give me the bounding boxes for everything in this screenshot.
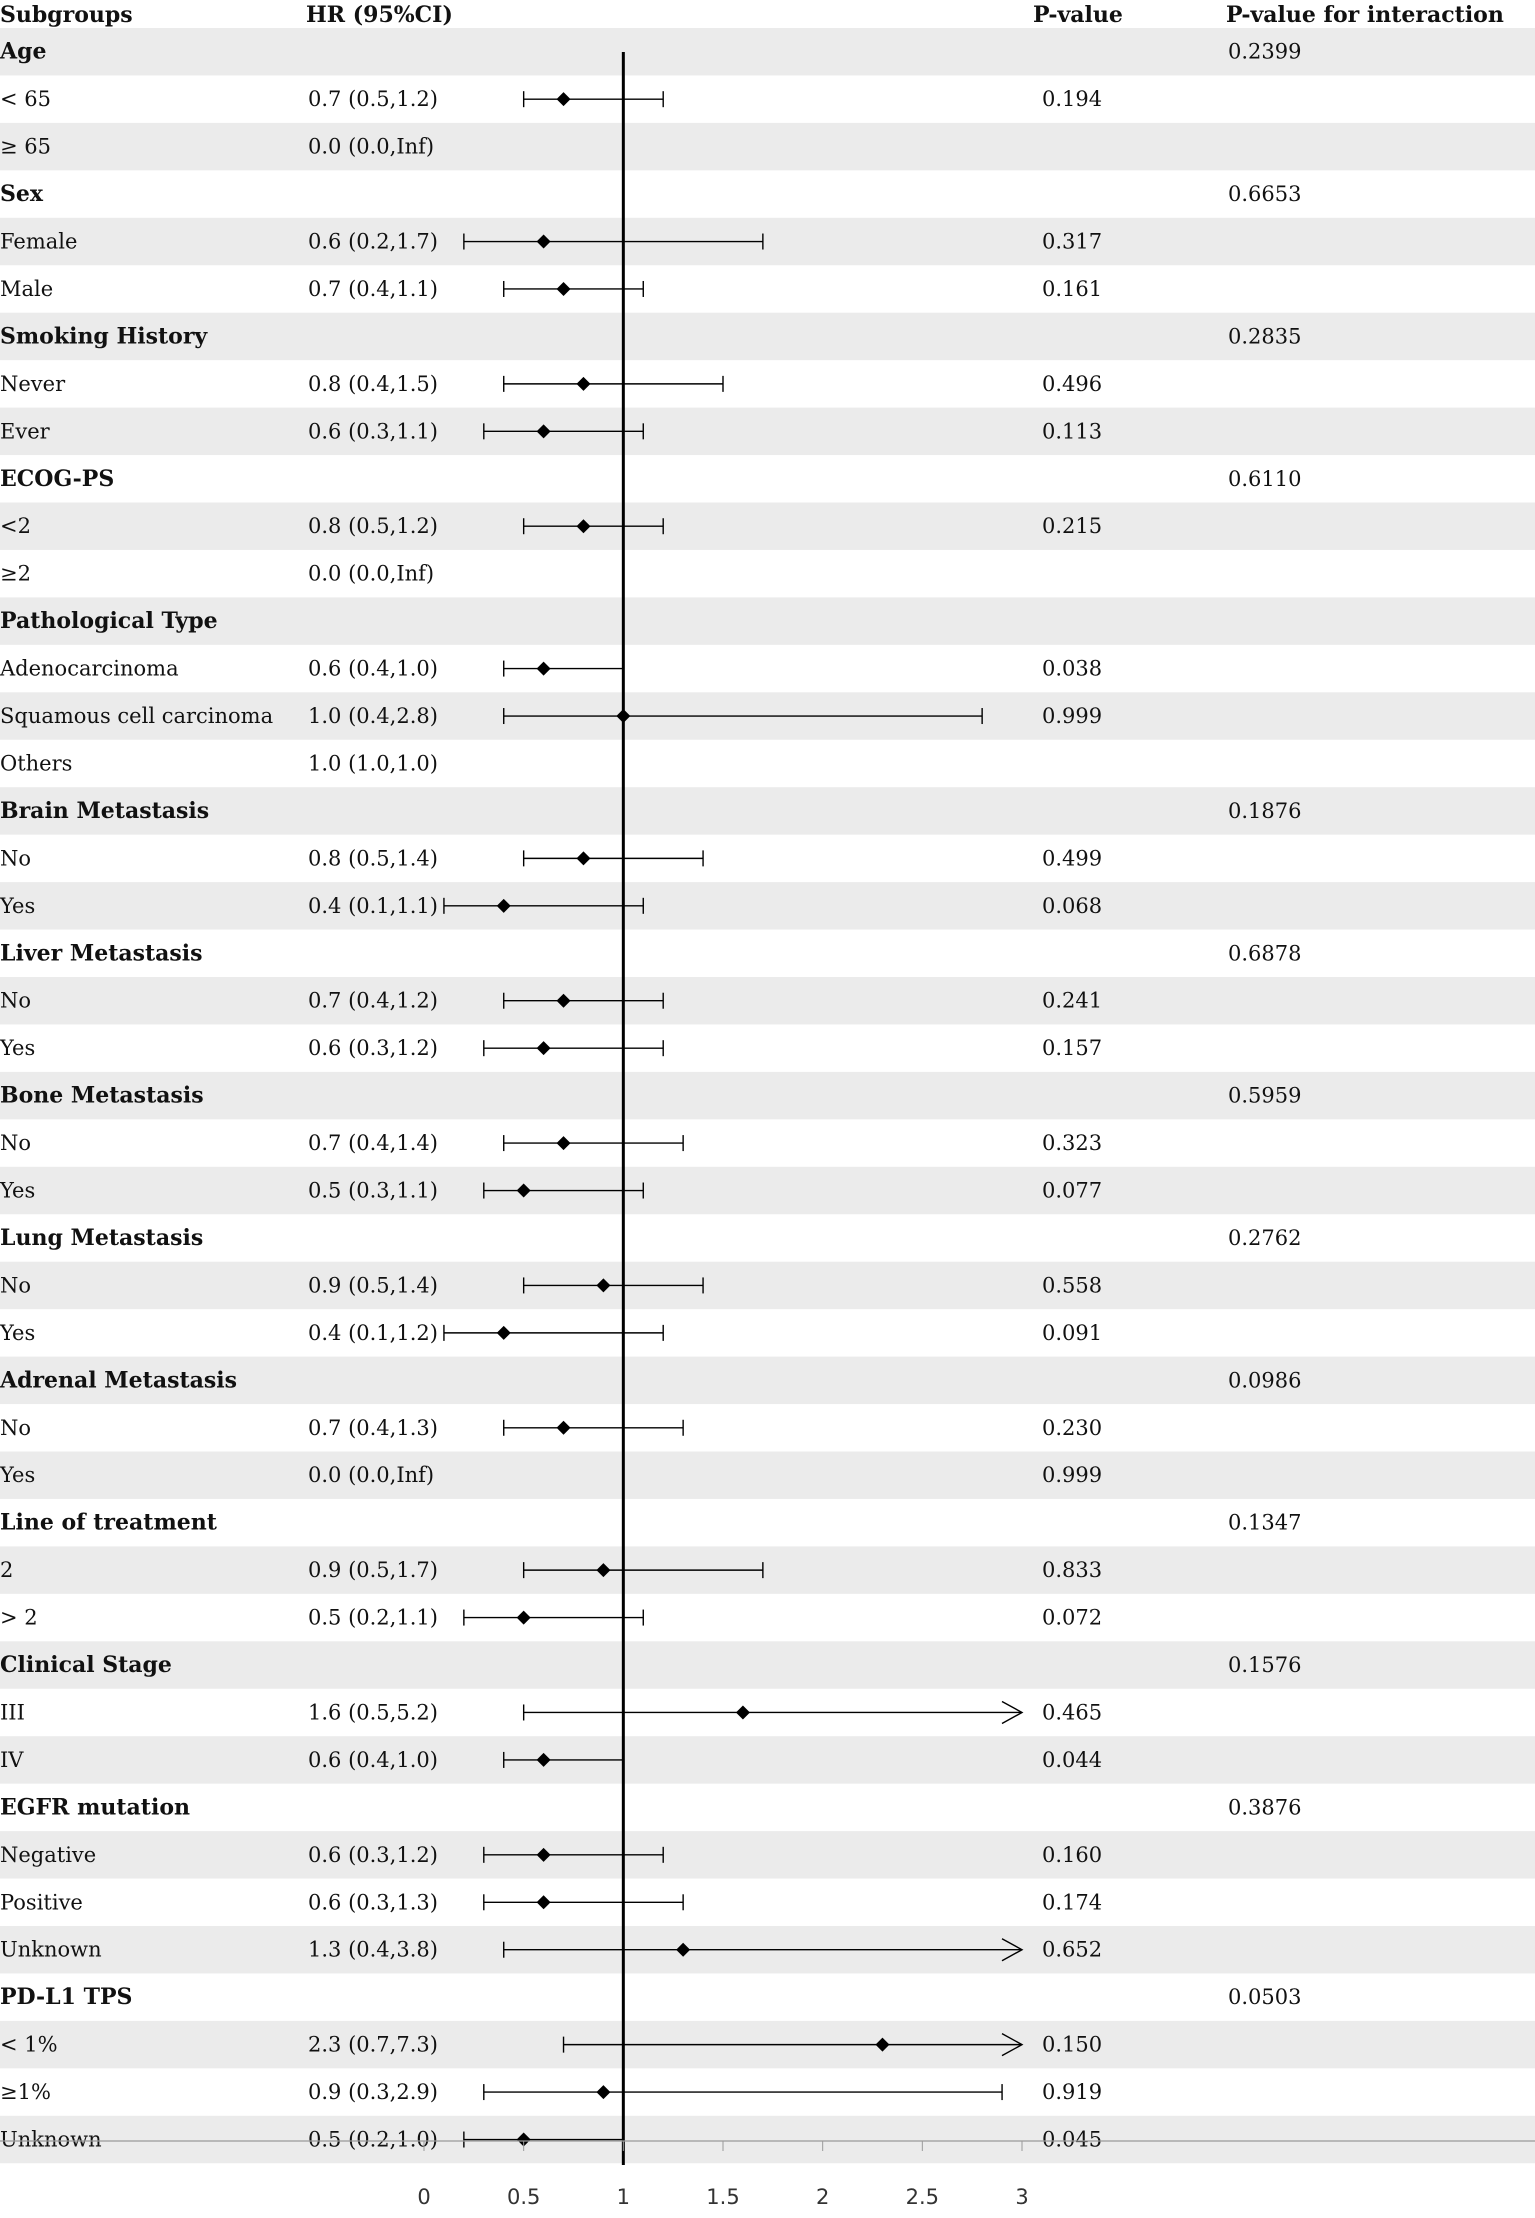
hr-ci-value: 1.6 (0.5,5.2) [308, 1700, 438, 1725]
table-row [0, 751, 438, 775]
x-tick-label: 2.5 [905, 2185, 940, 2209]
p-value: 0.241 [1042, 988, 1103, 1013]
group-label: Clinical Stage [0, 1652, 172, 1679]
group-label: Smoking History [0, 323, 208, 350]
p-value: 0.174 [1042, 1890, 1103, 1915]
row-band [0, 1072, 1535, 1119]
group-row [0, 1984, 1301, 2010]
group-row [0, 181, 1301, 207]
group-row [0, 940, 1301, 966]
subgroup-label: > 2 [0, 1605, 38, 1630]
subgroup-label: No [0, 1273, 32, 1298]
subgroup-label: Positive [0, 1890, 83, 1915]
subgroup-label: III [0, 1700, 25, 1725]
header-subgroups: Subgroups [0, 2, 133, 28]
group-row [0, 466, 1301, 492]
hr-point [557, 282, 571, 296]
group-label: Bone Metastasis [0, 1082, 204, 1109]
hr-point [557, 1136, 571, 1150]
hr-ci-value: 1.0 (0.4,2.8) [308, 704, 438, 729]
subgroup-label: No [0, 988, 32, 1013]
group-label: Liver Metastasis [0, 940, 203, 967]
p-interaction-value: 0.2762 [1228, 1225, 1302, 1250]
row-band [0, 787, 1535, 834]
subgroup-label: 2 [0, 1558, 14, 1583]
row-band [0, 1641, 1535, 1688]
subgroup-label: < 65 [0, 87, 51, 112]
hr-ci-value: 0.0 (0.0,Inf) [308, 134, 435, 159]
hr-point [576, 851, 590, 865]
hr-point [596, 2085, 610, 2099]
p-interaction-value: 0.3876 [1228, 1795, 1302, 1820]
p-value: 0.999 [1042, 704, 1103, 729]
p-value: 0.161 [1042, 276, 1103, 301]
p-value: 0.558 [1042, 1273, 1103, 1298]
hr-ci-value: 0.6 (0.3,1.2) [308, 1036, 438, 1061]
hr-ci-value: 0.0 (0.0,Inf) [308, 1463, 435, 1488]
subgroup-label: No [0, 1131, 32, 1156]
subgroup-label: Others [0, 751, 73, 776]
p-value: 0.323 [1042, 1131, 1103, 1156]
subgroup-label: ≥1% [0, 2080, 51, 2105]
group-label: Sex [0, 181, 44, 208]
hr-ci-value: 0.6 (0.3,1.3) [308, 1890, 438, 1915]
subgroup-label: Unknown [0, 2127, 102, 2152]
x-tick-label: 1.5 [706, 2185, 740, 2209]
subgroup-label: Ever [0, 419, 50, 444]
column-headers [0, 2, 1504, 28]
row-bands [0, 28, 1535, 2163]
hr-ci-value: 1.3 (0.4,3.8) [308, 1937, 438, 1962]
p-value: 0.194 [1042, 87, 1103, 112]
group-label: Adrenal Metastasis [0, 1367, 238, 1394]
hr-ci-value: 0.5 (0.3,1.1) [308, 1178, 438, 1203]
hr-point [517, 1611, 531, 1625]
subgroup-label: No [0, 846, 32, 871]
hr-ci-value: 0.6 (0.3,1.1) [308, 419, 438, 444]
p-interaction-value: 0.5959 [1228, 1083, 1302, 1108]
p-value: 0.150 [1042, 2032, 1103, 2057]
row-band [0, 28, 1535, 75]
subgroup-label: Yes [0, 1463, 36, 1488]
hr-ci-value: 0.0 (0.0,Inf) [308, 561, 435, 586]
p-value: 0.465 [1042, 1700, 1103, 1725]
row-band [0, 503, 1535, 550]
hr-ci-value: 0.4 (0.1,1.1) [308, 893, 438, 918]
p-interaction-value: 0.1576 [1228, 1653, 1302, 1678]
subgroup-label: Never [0, 371, 66, 396]
row-band [0, 1831, 1535, 1878]
p-value: 0.045 [1042, 2127, 1103, 2152]
p-interaction-value: 0.6878 [1228, 941, 1302, 966]
hr-ci-value: 0.7 (0.4,1.4) [308, 1131, 438, 1156]
x-tick-label: 2 [815, 2185, 830, 2209]
row-band [0, 1546, 1535, 1593]
group-label: Brain Metastasis [0, 797, 210, 824]
hr-ci-value: 0.5 (0.2,1.0) [308, 2127, 438, 2152]
p-interaction-value: 0.2399 [1228, 39, 1302, 64]
p-value: 0.044 [1042, 1747, 1103, 1772]
hr-ci-value: 0.9 (0.3,2.9) [308, 2080, 438, 2105]
subgroup-label: Negative [0, 1842, 97, 1867]
row-band [0, 1736, 1535, 1783]
hr-ci-value: 0.8 (0.5,1.2) [308, 514, 438, 539]
hr-ci-value: 1.0 (1.0,1.0) [308, 751, 438, 776]
subgroup-label: ≥ 65 [0, 134, 51, 159]
row-band [0, 1167, 1535, 1214]
hr-ci-value: 0.7 (0.4,1.2) [308, 988, 438, 1013]
p-value: 0.160 [1042, 1842, 1103, 1867]
p-value: 0.317 [1042, 229, 1103, 254]
row-band [0, 977, 1535, 1024]
header-pvalue: P-value [1033, 2, 1123, 28]
p-value: 0.230 [1042, 1415, 1103, 1440]
p-value: 0.652 [1042, 1937, 1103, 1962]
subgroup-label: <2 [0, 514, 31, 539]
header-hr: HR (95%CI) [306, 2, 453, 28]
p-value: 0.496 [1042, 371, 1103, 396]
subgroup-label: < 1% [0, 2032, 58, 2057]
row-band [0, 597, 1535, 644]
p-interaction-value: 0.2835 [1228, 324, 1302, 349]
p-value: 0.919 [1042, 2080, 1103, 2105]
hr-point [537, 662, 551, 676]
subgroup-label: IV [0, 1747, 24, 1772]
row-band [0, 882, 1535, 929]
header-pinteraction: P-value for interaction [1226, 2, 1504, 28]
subgroup-label: Yes [0, 893, 36, 918]
hr-point [557, 1421, 571, 1435]
group-label: Age [0, 38, 47, 65]
p-value: 0.068 [1042, 893, 1103, 918]
x-tick-label: 0 [417, 2185, 431, 2209]
hr-ci-value: 0.9 (0.5,1.7) [308, 1558, 438, 1583]
hr-ci-value: 0.8 (0.5,1.4) [308, 846, 438, 871]
group-row [0, 1510, 1301, 1536]
hr-ci-value: 0.7 (0.4,1.1) [308, 276, 438, 301]
hr-ci-value: 0.5 (0.2,1.1) [308, 1605, 438, 1630]
subgroup-label: Yes [0, 1320, 36, 1345]
group-label: Lung Metastasis [0, 1224, 204, 1251]
hr-ci-value: 2.3 (0.7,7.3) [308, 2032, 438, 2057]
group-row [0, 608, 218, 634]
hr-ci-value: 0.6 (0.3,1.2) [308, 1842, 438, 1867]
p-value: 0.999 [1042, 1463, 1103, 1488]
p-interaction-value: 0.1876 [1228, 798, 1302, 823]
p-value: 0.113 [1042, 419, 1103, 444]
x-tick-label: 0.5 [506, 2185, 541, 2209]
subgroup-label: Unknown [0, 1937, 102, 1962]
p-value: 0.077 [1042, 1178, 1103, 1203]
p-value: 0.038 [1042, 656, 1103, 681]
x-tick-label: 3 [1015, 2185, 1029, 2209]
subgroup-label: No [0, 1415, 32, 1440]
hr-point [557, 92, 571, 106]
group-row [0, 1225, 1301, 1251]
subgroup-label: Adenocarcinoma [0, 656, 179, 681]
p-value: 0.091 [1042, 1320, 1103, 1345]
p-interaction-value: 0.1347 [1228, 1510, 1302, 1535]
p-value: 0.215 [1042, 514, 1103, 539]
subgroup-label: ≥2 [0, 561, 31, 586]
row-band [0, 1262, 1535, 1309]
p-value: 0.833 [1042, 1558, 1103, 1583]
hr-ci-value: 0.6 (0.4,1.0) [308, 656, 438, 681]
hr-ci-value: 0.4 (0.1,1.2) [308, 1320, 438, 1345]
group-label: ECOG-PS [0, 465, 115, 492]
p-interaction-value: 0.0986 [1228, 1368, 1302, 1393]
group-label: EGFR mutation [0, 1794, 190, 1821]
hr-ci-value: 0.7 (0.5,1.2) [308, 87, 438, 112]
row-band [0, 313, 1535, 360]
p-interaction-value: 0.6110 [1228, 466, 1302, 491]
hr-point [537, 1895, 551, 1909]
row-band [0, 218, 1535, 265]
x-tick-label: 1 [616, 2185, 631, 2209]
hr-point [497, 1326, 511, 1340]
row-band [0, 2116, 1535, 2163]
p-value: 0.499 [1042, 846, 1103, 871]
hr-ci-value: 0.9 (0.5,1.4) [308, 1273, 438, 1298]
hr-point [576, 377, 590, 391]
p-value: 0.157 [1042, 1036, 1103, 1061]
subgroup-label: Yes [0, 1178, 36, 1203]
p-interaction-value: 0.0503 [1228, 1985, 1302, 2010]
row-band [0, 1452, 1535, 1499]
group-row [0, 1794, 1301, 1820]
hr-ci-value: 0.6 (0.4,1.0) [308, 1747, 438, 1772]
p-value: 0.072 [1042, 1605, 1103, 1630]
hr-ci-value: 0.7 (0.4,1.3) [308, 1415, 438, 1440]
subgroup-label: Squamous cell carcinoma [0, 704, 274, 729]
group-label: PD-L1 TPS [0, 1984, 133, 2011]
group-label: Line of treatment [0, 1509, 217, 1536]
subgroup-label: Male [0, 276, 54, 301]
subgroup-label: Yes [0, 1036, 36, 1061]
subgroup-label: Female [0, 229, 78, 254]
row-band [0, 123, 1535, 170]
hr-ci-value: 0.6 (0.2,1.7) [308, 229, 438, 254]
p-interaction-value: 0.6653 [1228, 182, 1302, 207]
hr-point [736, 1705, 750, 1719]
table-row [0, 562, 434, 586]
row-band [0, 408, 1535, 455]
group-label: Pathological Type [0, 608, 218, 635]
hr-point [537, 1041, 551, 1055]
hr-ci-value: 0.8 (0.4,1.5) [308, 371, 438, 396]
